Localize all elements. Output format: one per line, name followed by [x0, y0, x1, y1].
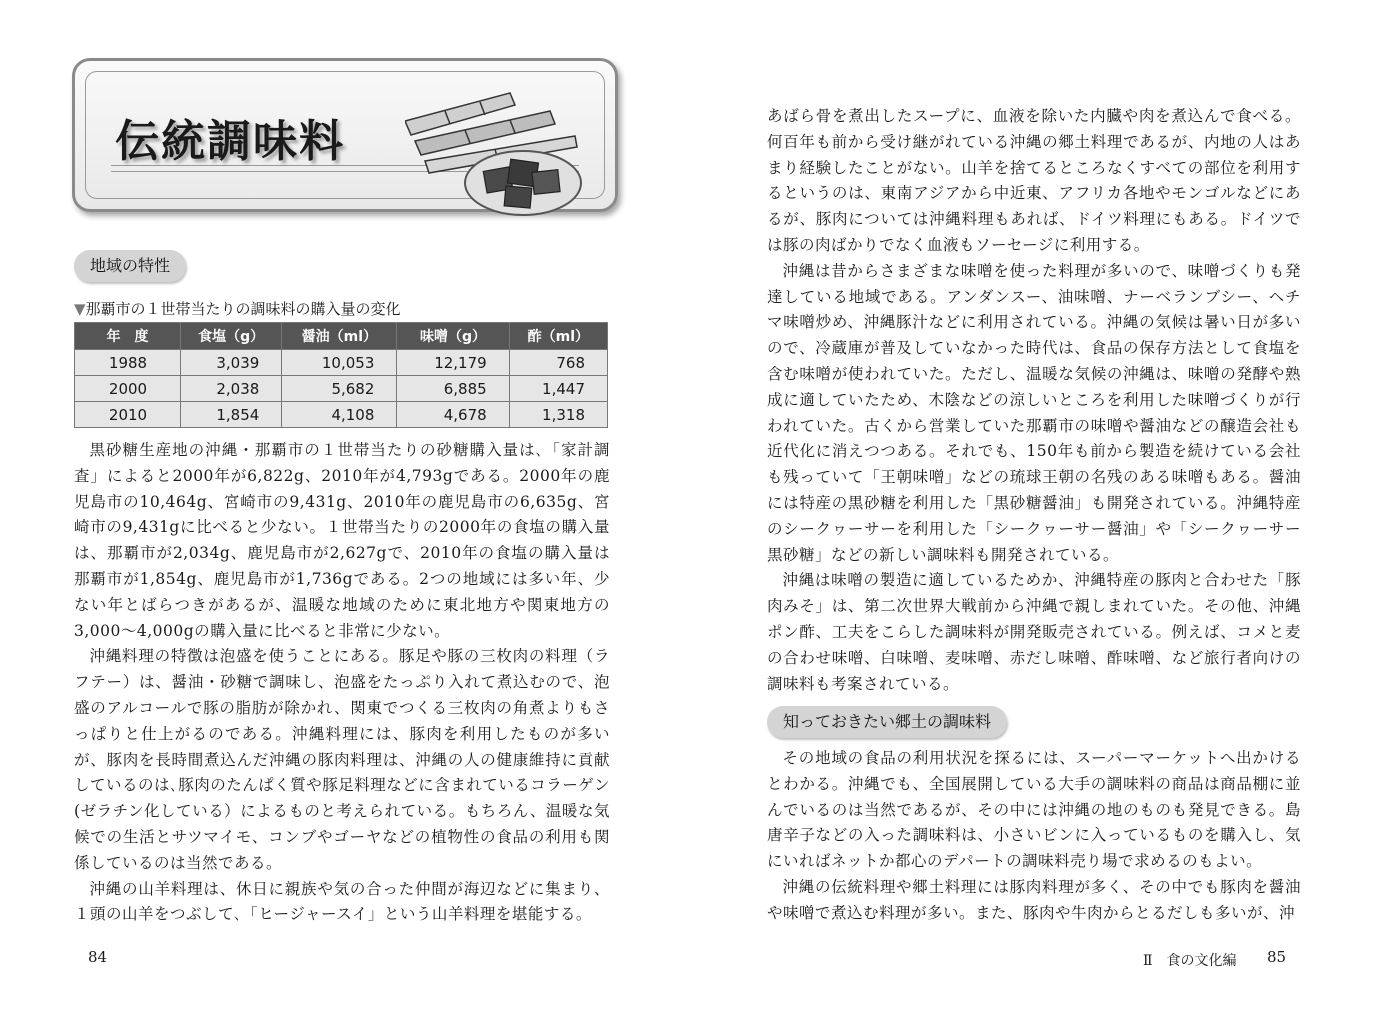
table-row: 1988 3,039 10,053 12,179 768	[75, 350, 608, 376]
paragraph: 黒砂糖生産地の沖縄・那覇市の１世帯当たりの砂糖購入量は､「家計調査」によると2000年が6,822g、2010年が4,793gである。2000年の鹿児島市の10,464g、宮崎市の9,431g、2010年の鹿児島市の6,635g、宮崎市の9,431gに比べると少ない。１世帯当たりの2000年の食塩の購入量は、那覇市が2,034g、鹿児島市が2,627gで、2010年の食塩の購入量は那覇市が1,854g、鹿児島市が1,736gである。2つの地域には多い年、少ない年とばらつきがあるが、温暖な地域のために東北地方や関東地方の3,000～4,000gの購入量に比べると非常に少ない。	[74, 441, 610, 640]
seasoning-purchase-table	[74, 322, 608, 428]
paragraph: 沖縄料理の特徴は泡盛を使うことにある。豚足や豚の三枚肉の料理（ラフテー）は、醤油・砂糖で調味し、泡盛をたっぷり入れて煮込むので、泡盛のアルコールで豚の脂肪が除かれ、関東でつくる三枚肉の角煮よりもさっぱりと仕上がるのである。沖縄料理には、豚肉を利用したものが多いが、豚肉を長時間煮込んだ沖縄の豚肉料理は、沖縄の人の健康維持に貢献しているのは､豚肉のたんぱく質や豚足料理などに含まれているコラーゲン(ゼラチン化している）によるものと考えられている。もちろん、温暖な気候での生活とサツマイモ、コンブやゴーヤなどの植物性の食品の利用も関係しているのは当然である。	[74, 647, 610, 872]
right-page	[689, 0, 1378, 1014]
title-plate	[72, 58, 618, 212]
table-header: 年 度	[75, 323, 181, 350]
table-header: 味噌（g）	[397, 323, 509, 350]
table-row: 2010 1,854 4,108 4,678 1,318	[75, 402, 608, 428]
chapter-footer: Ⅱ 食の文化編	[1143, 953, 1237, 969]
triangle-down-icon: ▼	[74, 300, 86, 318]
paragraph: あばら骨を煮出したスープに、血液を除いた内臓や肉を煮込んで食べる。何百年も前から受け継がれている沖縄の郷土料理であるが、内地の人はあまり経験したことがない。山羊を捨てるところなくすべての部位を利用するというのは、東南アジアから中近東、アフリカ各地やモンゴルなどにあるが、豚肉については沖縄料理もあれば、ドイツ料理にもある。ドイツでは豚の肉ばかりでなく血液もソーセージに利用する。	[767, 107, 1301, 254]
seasoning-illustration	[405, 91, 585, 221]
page-number-right: 85	[1267, 948, 1287, 966]
left-body-text	[74, 438, 610, 928]
right-body-text-bottom	[767, 746, 1301, 927]
paragraph: 沖縄の伝統料理や郷土料理には豚肉料理が多く、その中でも豚肉を醤油や味噌で煮込む料理が多い。また、豚肉や牛肉からとるだしも多いが、沖	[767, 877, 1301, 922]
table-header: 酢（ml）	[509, 323, 607, 350]
section-label-regional-characteristics: 地域の特性	[74, 250, 186, 282]
table-header: 食塩（g）	[181, 323, 282, 350]
paragraph: 沖縄の山羊料理は、休日に親族や気の合った仲間が海辺などに集まり、１頭の山羊をつぶして､「ヒージャースイ」という山羊料理を堪能する。	[74, 879, 610, 924]
page-title: 伝統調味料	[115, 116, 345, 167]
paragraph: その地域の食品の利用状況を探るには、スーパーマーケットへ出かけるとわかる。沖縄でも、全国展開している大手の調味料の商品は商品棚に並んでいるのは当然であるが、その中には沖縄の地のものも発見できる。島唐辛子などの入った調味料は、小さいビンに入っているものを購入し、気にいればネットか都心のデパートの調味料売り場で求めるのもよい。	[767, 749, 1301, 871]
paragraph: 沖縄は味噌の製造に適しているためか、沖縄特産の豚肉と合わせた「豚肉みそ」は、第二次世界大戦前から沖縄で親しまれていた。その他、沖縄ポン酢、工夫をこらした調味料が開発販売されている。例えば、コメと麦の合わせ味噌、白味噌、麦味噌、赤だし味噌、酢味噌、など旅行者向けの調味料も考案されている。	[767, 571, 1301, 693]
section-label-local-seasonings: 知っておきたい郷土の調味料	[767, 706, 1007, 738]
page-number-left: 84	[88, 948, 108, 966]
table-header: 醤油（ml）	[282, 323, 397, 350]
paragraph: 沖縄は昔からさまざまな味噌を使った料理が多いので、味噌づくりも発達している地域である。アンダンスー、油味噌、ナーベランブシー、ヘチマ味噌炒め、沖縄豚汁などに利用されている。沖縄の気候は暑い日が多いので、冷蔵庫が普及していなかった時代は、食品の保存方法として食塩を含む味噌が使われていた。ただし、温暖な気候の沖縄は、味噌の発酵や熟成に適していたため、木陰などの涼しいところを利用した味噌づくりが行われていた。古くから営業していた那覇市の味噌や醤油などの醸造会社も近代化に消えつつある。それでも、150年も前から製造を続けている会社も残っていて「王朝味噌」などの琉球王朝の名残のある味噌もある。醤油には特産の黒砂糖を利用した「黒砂糖醤油」も開発されている。沖縄特産のシークヮーサーを利用した「シークヮーサー醤油」や「シークヮーサー黒砂糖」などの新しい調味料も開発されている。	[767, 261, 1301, 564]
table-caption: ▼那覇市の１世帯当たりの調味料の購入量の変化	[74, 300, 401, 318]
table-row: 2000 2,038 5,682 6,885 1,447	[75, 376, 608, 402]
right-body-text-top	[767, 104, 1301, 697]
